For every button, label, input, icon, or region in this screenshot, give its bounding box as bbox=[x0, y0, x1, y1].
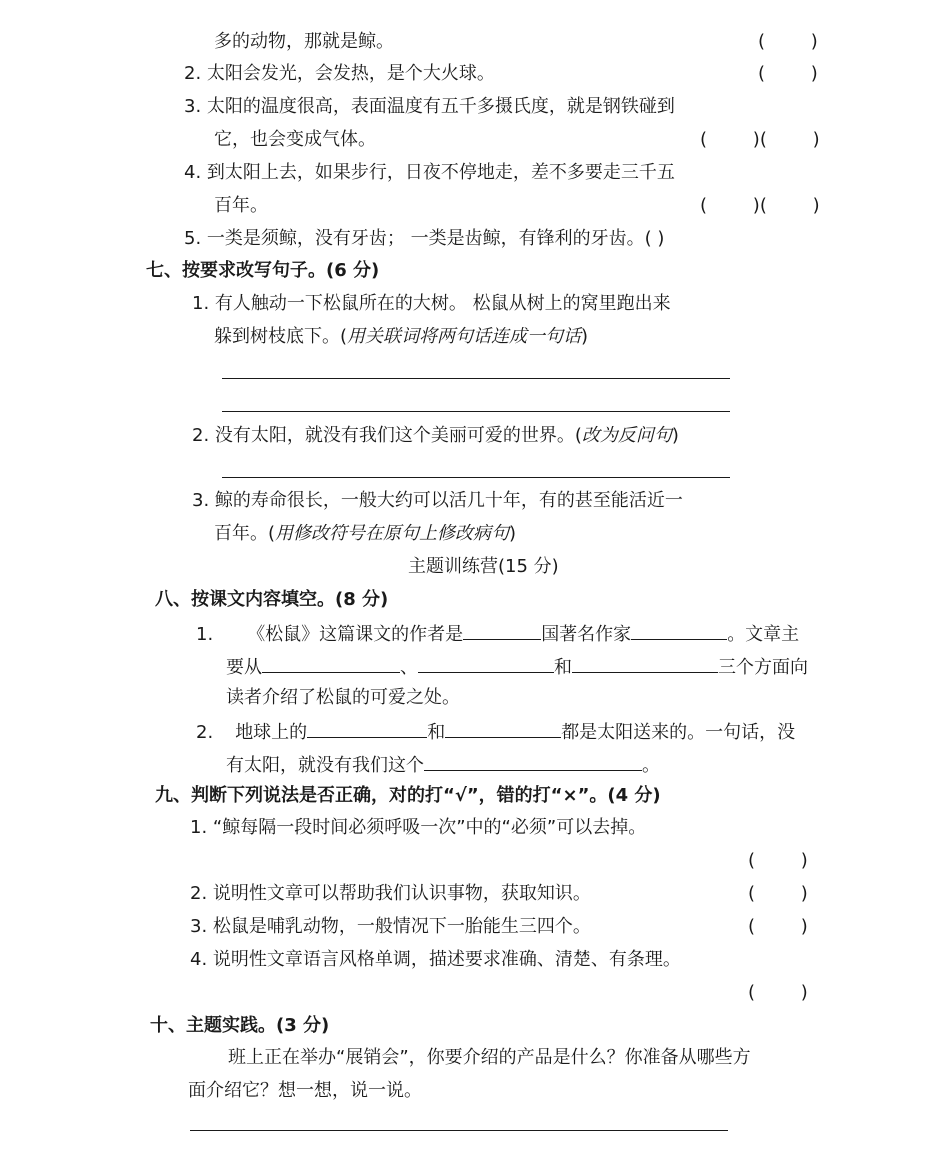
s9-q4: 4. 说明性文章语言风格单调，描述要求准确、清楚、有条理。 bbox=[190, 949, 681, 970]
theme-title: 主题训练营(15 分) bbox=[408, 556, 559, 577]
answer-paren[interactable]: ( ) bbox=[748, 850, 808, 871]
fill-blank[interactable] bbox=[445, 719, 561, 738]
s7-q3-a: 3. 鲸的寿命很长，一般大约可以活几十年，有的甚至能活近一 bbox=[192, 490, 683, 511]
s7-q3-b-text: 百年。( bbox=[214, 523, 276, 544]
s8-q1-number: 1. bbox=[196, 624, 214, 645]
fill-blank[interactable] bbox=[307, 719, 427, 738]
s7-q2 bbox=[192, 425, 679, 447]
s10-body-a: 班上正在举办“展销会”，你要介绍的产品是什么？你准备从哪些方 bbox=[228, 1047, 751, 1068]
s6-item2: 2. 太阳会发光，会发热，是个大火球。 bbox=[184, 63, 495, 84]
s8-q1-line-a bbox=[196, 621, 799, 646]
s8-q2-text-b2: 。 bbox=[642, 755, 660, 776]
answer-paren[interactable]: ( ) bbox=[748, 982, 808, 1003]
s8-q1-text-b2: 、 bbox=[400, 657, 418, 678]
s6-item3-b: 它，也会变成气体。 bbox=[214, 129, 376, 150]
answer-line[interactable] bbox=[222, 378, 730, 379]
section8-heading: 八、按课文内容填空。(8 分) bbox=[155, 589, 389, 610]
s9-q2: 2. 说明性文章可以帮助我们认识事物，获取知识。 bbox=[190, 883, 591, 904]
fill-blank[interactable] bbox=[463, 621, 541, 640]
s6-item4-a: 4. 到太阳上去，如果步行，日夜不停地走，差不多要走三千五 bbox=[184, 162, 675, 183]
s8-q1-text-b1: 要从 bbox=[226, 657, 262, 678]
fill-blank[interactable] bbox=[418, 654, 554, 673]
s8-q2-line-b bbox=[226, 752, 660, 777]
fill-blank[interactable] bbox=[262, 654, 400, 673]
answer-paren[interactable]: ( )( ) bbox=[700, 195, 820, 216]
section9-heading: 九、判断下列说法是否正确，对的打“√”，错的打“×”。(4 分) bbox=[155, 785, 661, 806]
answer-line[interactable] bbox=[222, 477, 730, 478]
s6-item5: 5. 一类是须鲸，没有牙齿； 一类是齿鲸，有锋利的牙齿。( ) bbox=[184, 228, 665, 249]
s6-item4-b: 百年。 bbox=[214, 195, 268, 216]
s8-q2-number: 2. bbox=[196, 722, 214, 743]
s7-q3-b-instruction: 用修改符号在原句上修改病句 bbox=[275, 523, 510, 544]
s9-q1: 1. “鲸每隔一段时间必须呼吸一次”中的“必须”可以去掉。 bbox=[190, 817, 647, 838]
answer-paren[interactable]: ( )( ) bbox=[700, 129, 820, 150]
answer-paren[interactable]: ( ) bbox=[748, 916, 808, 937]
s7-q2-instruction: 改为反问句 bbox=[581, 425, 672, 446]
s7-q3-b bbox=[214, 523, 516, 545]
s7-q1-b bbox=[214, 326, 588, 348]
s6-item3-a: 3. 太阳的温度很高，表面温度有五千多摄氏度，就是钢铁碰到 bbox=[184, 96, 675, 117]
s6-line0: 多的动物，那就是鲸。 bbox=[214, 31, 394, 52]
fill-blank[interactable] bbox=[631, 621, 727, 640]
s9-q3: 3. 松鼠是哺乳动物，一般情况下一胎能生三四个。 bbox=[190, 916, 591, 937]
s10-body-b: 面介绍它？想一想，说一说。 bbox=[188, 1080, 422, 1101]
s8-q2-text-a1: 地球上的 bbox=[235, 722, 308, 743]
s7-q1-b-instruction: 用关联词将两句话连成一句话 bbox=[347, 326, 582, 347]
fill-blank[interactable] bbox=[424, 752, 642, 771]
answer-paren[interactable]: ( ) bbox=[758, 63, 818, 84]
answer-line[interactable] bbox=[222, 411, 730, 412]
s8-q2-text-a3: 都是太阳送来的。一句话，没 bbox=[561, 722, 796, 743]
answer-line[interactable] bbox=[190, 1130, 728, 1131]
s8-q1-line-c: 读者介绍了松鼠的可爱之处。 bbox=[226, 687, 460, 708]
close-paren: ) bbox=[671, 425, 679, 446]
s8-q2-text-a2: 和 bbox=[427, 722, 446, 743]
close-paren: ) bbox=[509, 523, 517, 544]
s7-q1-b-text: 躲到树枝底下。( bbox=[214, 326, 348, 347]
s7-q1-a: 1. 有人触动一下松鼠所在的大树。 松鼠从树上的窝里跑出来 bbox=[192, 293, 671, 314]
section7-heading: 七、按要求改写句子。(6 分) bbox=[146, 260, 380, 281]
fill-blank[interactable] bbox=[572, 654, 718, 673]
s8-q2-text-b1: 有太阳，就没有我们这个 bbox=[226, 755, 424, 776]
section10-heading: 十、主题实践。(3 分) bbox=[150, 1015, 330, 1036]
s7-q2-text: 2. 没有太阳，就没有我们这个美丽可爱的世界。( bbox=[192, 425, 582, 446]
s8-q1-text-b3: 和 bbox=[554, 657, 572, 678]
s8-q1-text-b4: 三个方面向 bbox=[718, 657, 808, 678]
answer-paren[interactable]: ( ) bbox=[748, 883, 808, 904]
s8-q1-text-a2: 国著名作家 bbox=[541, 624, 632, 645]
s8-q2-line-a bbox=[196, 719, 795, 744]
answer-paren[interactable]: ( ) bbox=[758, 31, 818, 52]
s8-q1-line-b bbox=[226, 654, 808, 679]
s8-q1-text-a1: 《松鼠》这篇课文的作者是 bbox=[247, 624, 464, 645]
close-paren: ) bbox=[581, 326, 589, 347]
s8-q1-text-a3: 。文章主 bbox=[727, 624, 800, 645]
